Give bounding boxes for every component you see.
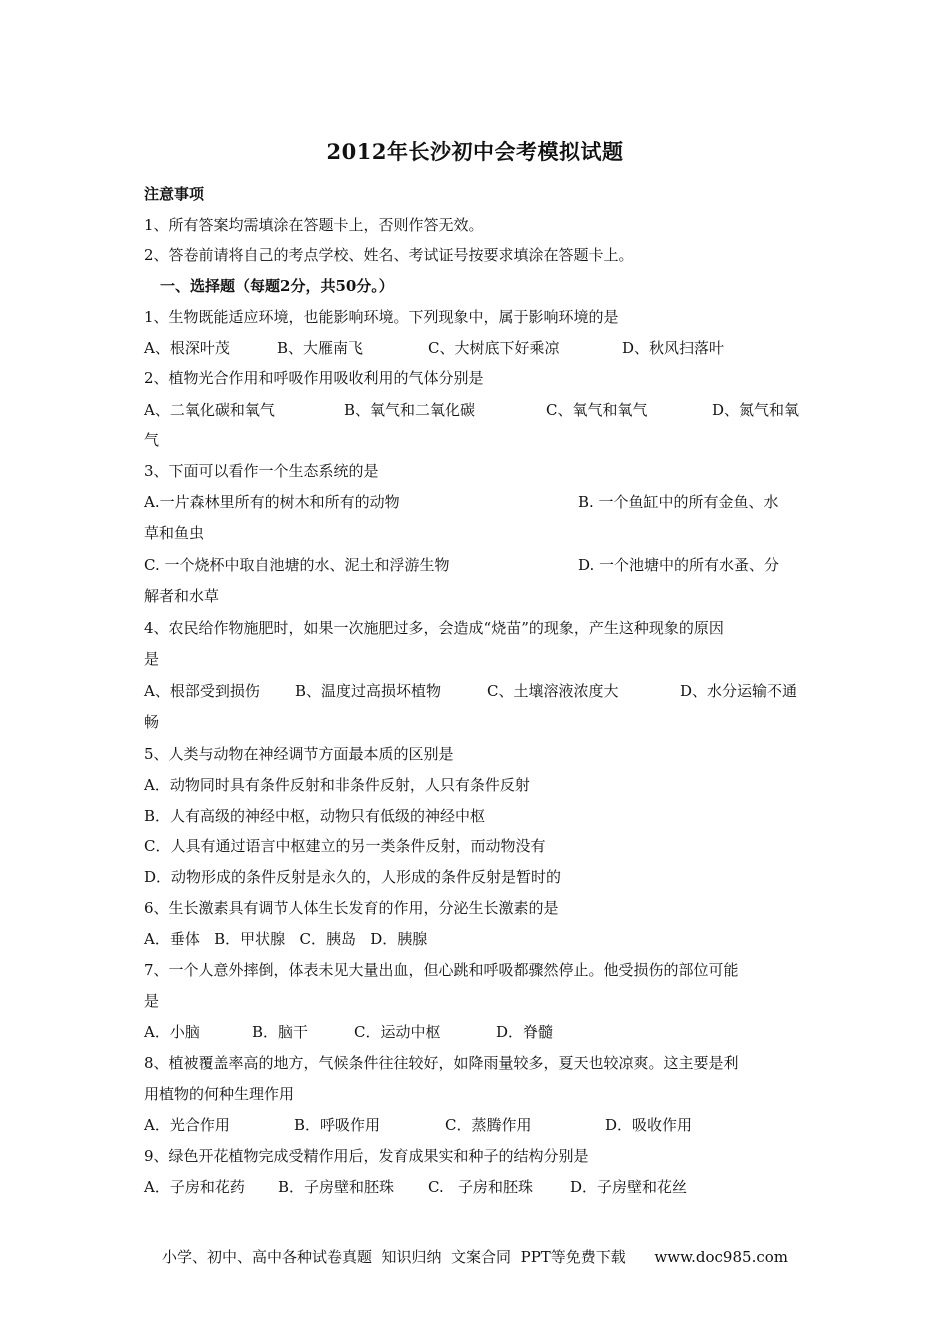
option-c: C、大树底下好乘凉: [428, 339, 560, 357]
option-b: B. 一个鱼缸中的所有金鱼、水: [578, 493, 779, 511]
option-a: A．动物同时具有条件反射和非条件反射，人只有条件反射: [144, 776, 530, 794]
question-stem: 1、生物既能适应环境，也能影响环境。下列现象中，属于影响环境的是: [144, 308, 619, 326]
option-d: D、秋风扫落叶: [622, 339, 725, 357]
notes-heading: 注意事项: [144, 185, 205, 203]
question-stem-continuation: 是: [144, 650, 160, 668]
option-b: B．脑干: [252, 1023, 309, 1041]
option-continuation: 气: [144, 431, 160, 449]
option-d: D、氮气和氧: [712, 401, 800, 419]
option-a: A.一片森林里所有的树木和所有的动物: [144, 493, 400, 511]
option-a: A．光合作用: [144, 1116, 230, 1134]
page-title: 2012年长沙初中会考模拟试题: [326, 139, 624, 164]
option-b: B．人有高级的神经中枢，动物只有低级的神经中枢: [144, 807, 486, 825]
option-c: C．蒸腾作用: [445, 1116, 532, 1134]
question-stem: 8、植被覆盖率高的地方，气候条件往往较好，如降雨量较多，夏天也较凉爽。这主要是利: [144, 1054, 739, 1072]
option-b: B、大雁南飞: [277, 339, 364, 357]
note-item: 1、所有答案均需填涂在答题卡上，否则作答无效。: [144, 216, 484, 234]
option-b: B、氧气和二氧化碳: [344, 401, 476, 419]
option-d: D．子房壁和花丝: [570, 1178, 688, 1196]
option-a: A、二氧化碳和氧气: [144, 401, 275, 419]
option-d: D、水分运输不通: [680, 682, 798, 700]
option-c: C. 子房和胚珠: [428, 1178, 534, 1196]
option-a: A、根部受到损伤: [144, 682, 260, 700]
option-continuation: 解者和水草: [144, 587, 220, 605]
option-a: A．小脑: [144, 1023, 200, 1041]
option-c: C、土壤溶液浓度大: [487, 682, 619, 700]
question-stem: 9、绿色开花植物完成受精作用后，发育成果实和种子的结构分别是: [144, 1147, 589, 1165]
option-d: D．吸收作用: [605, 1116, 693, 1134]
question-stem: 2、植物光合作用和呼吸作用吸收利用的气体分别是: [144, 369, 484, 387]
option-b: B、温度过高损坏植物: [295, 682, 442, 700]
question-stem: 6、生长激素具有调节人体生长发育的作用，分泌生长激素的是: [144, 899, 559, 917]
question-stem-continuation: 用植物的何种生理作用: [144, 1085, 295, 1103]
option-c: C. 一个烧杯中取自池塘的水、泥土和浮游生物: [144, 556, 450, 574]
question-stem-continuation: 是: [144, 992, 160, 1010]
option-c: C．人具有通过语言中枢建立的另一类条件反射，而动物没有: [144, 837, 546, 855]
option-continuation: 草和鱼虫: [144, 524, 205, 542]
option-d: D．动物形成的条件反射是永久的，人形成的条件反射是暂时的: [144, 868, 562, 886]
page-footer: 小学、初中、高中各种试卷真题 知识归纳 文案合同 PPT等免费下载 www.doc985.com: [161, 1248, 788, 1266]
note-item: 2、答卷前请将自己的考点学校、姓名、考试证号按要求填涂在答题卡上。: [144, 246, 634, 264]
question-stem: 7、一个人意外摔倒，体表未见大量出血，但心跳和呼吸都骤然停止。他受损伤的部位可能: [144, 961, 739, 979]
section-heading: 一、选择题（每题2分，共50分。）: [160, 277, 394, 295]
option-a: A．子房和花药: [144, 1178, 245, 1196]
question-stem: 3、下面可以看作一个生态系统的是: [144, 462, 379, 480]
option-d: D．脊髓: [496, 1023, 554, 1041]
options-line: A．垂体 B．甲状腺 C．胰岛 D．胰腺: [144, 930, 428, 948]
option-c: C、氧气和氧气: [546, 401, 648, 419]
option-d: D. 一个池塘中的所有水蚤、分: [578, 556, 780, 574]
question-stem: 5、人类与动物在神经调节方面最本质的区别是: [144, 745, 454, 763]
option-a: A、根深叶茂: [144, 339, 230, 357]
option-b: B．呼吸作用: [294, 1116, 381, 1134]
option-c: C．运动中枢: [354, 1023, 441, 1041]
option-b: B．子房壁和胚珠: [278, 1178, 395, 1196]
question-stem: 4、农民给作物施肥时，如果一次施肥过多，会造成“烧苗”的现象，产生这种现象的原因: [144, 619, 724, 637]
option-continuation: 畅: [144, 713, 160, 731]
